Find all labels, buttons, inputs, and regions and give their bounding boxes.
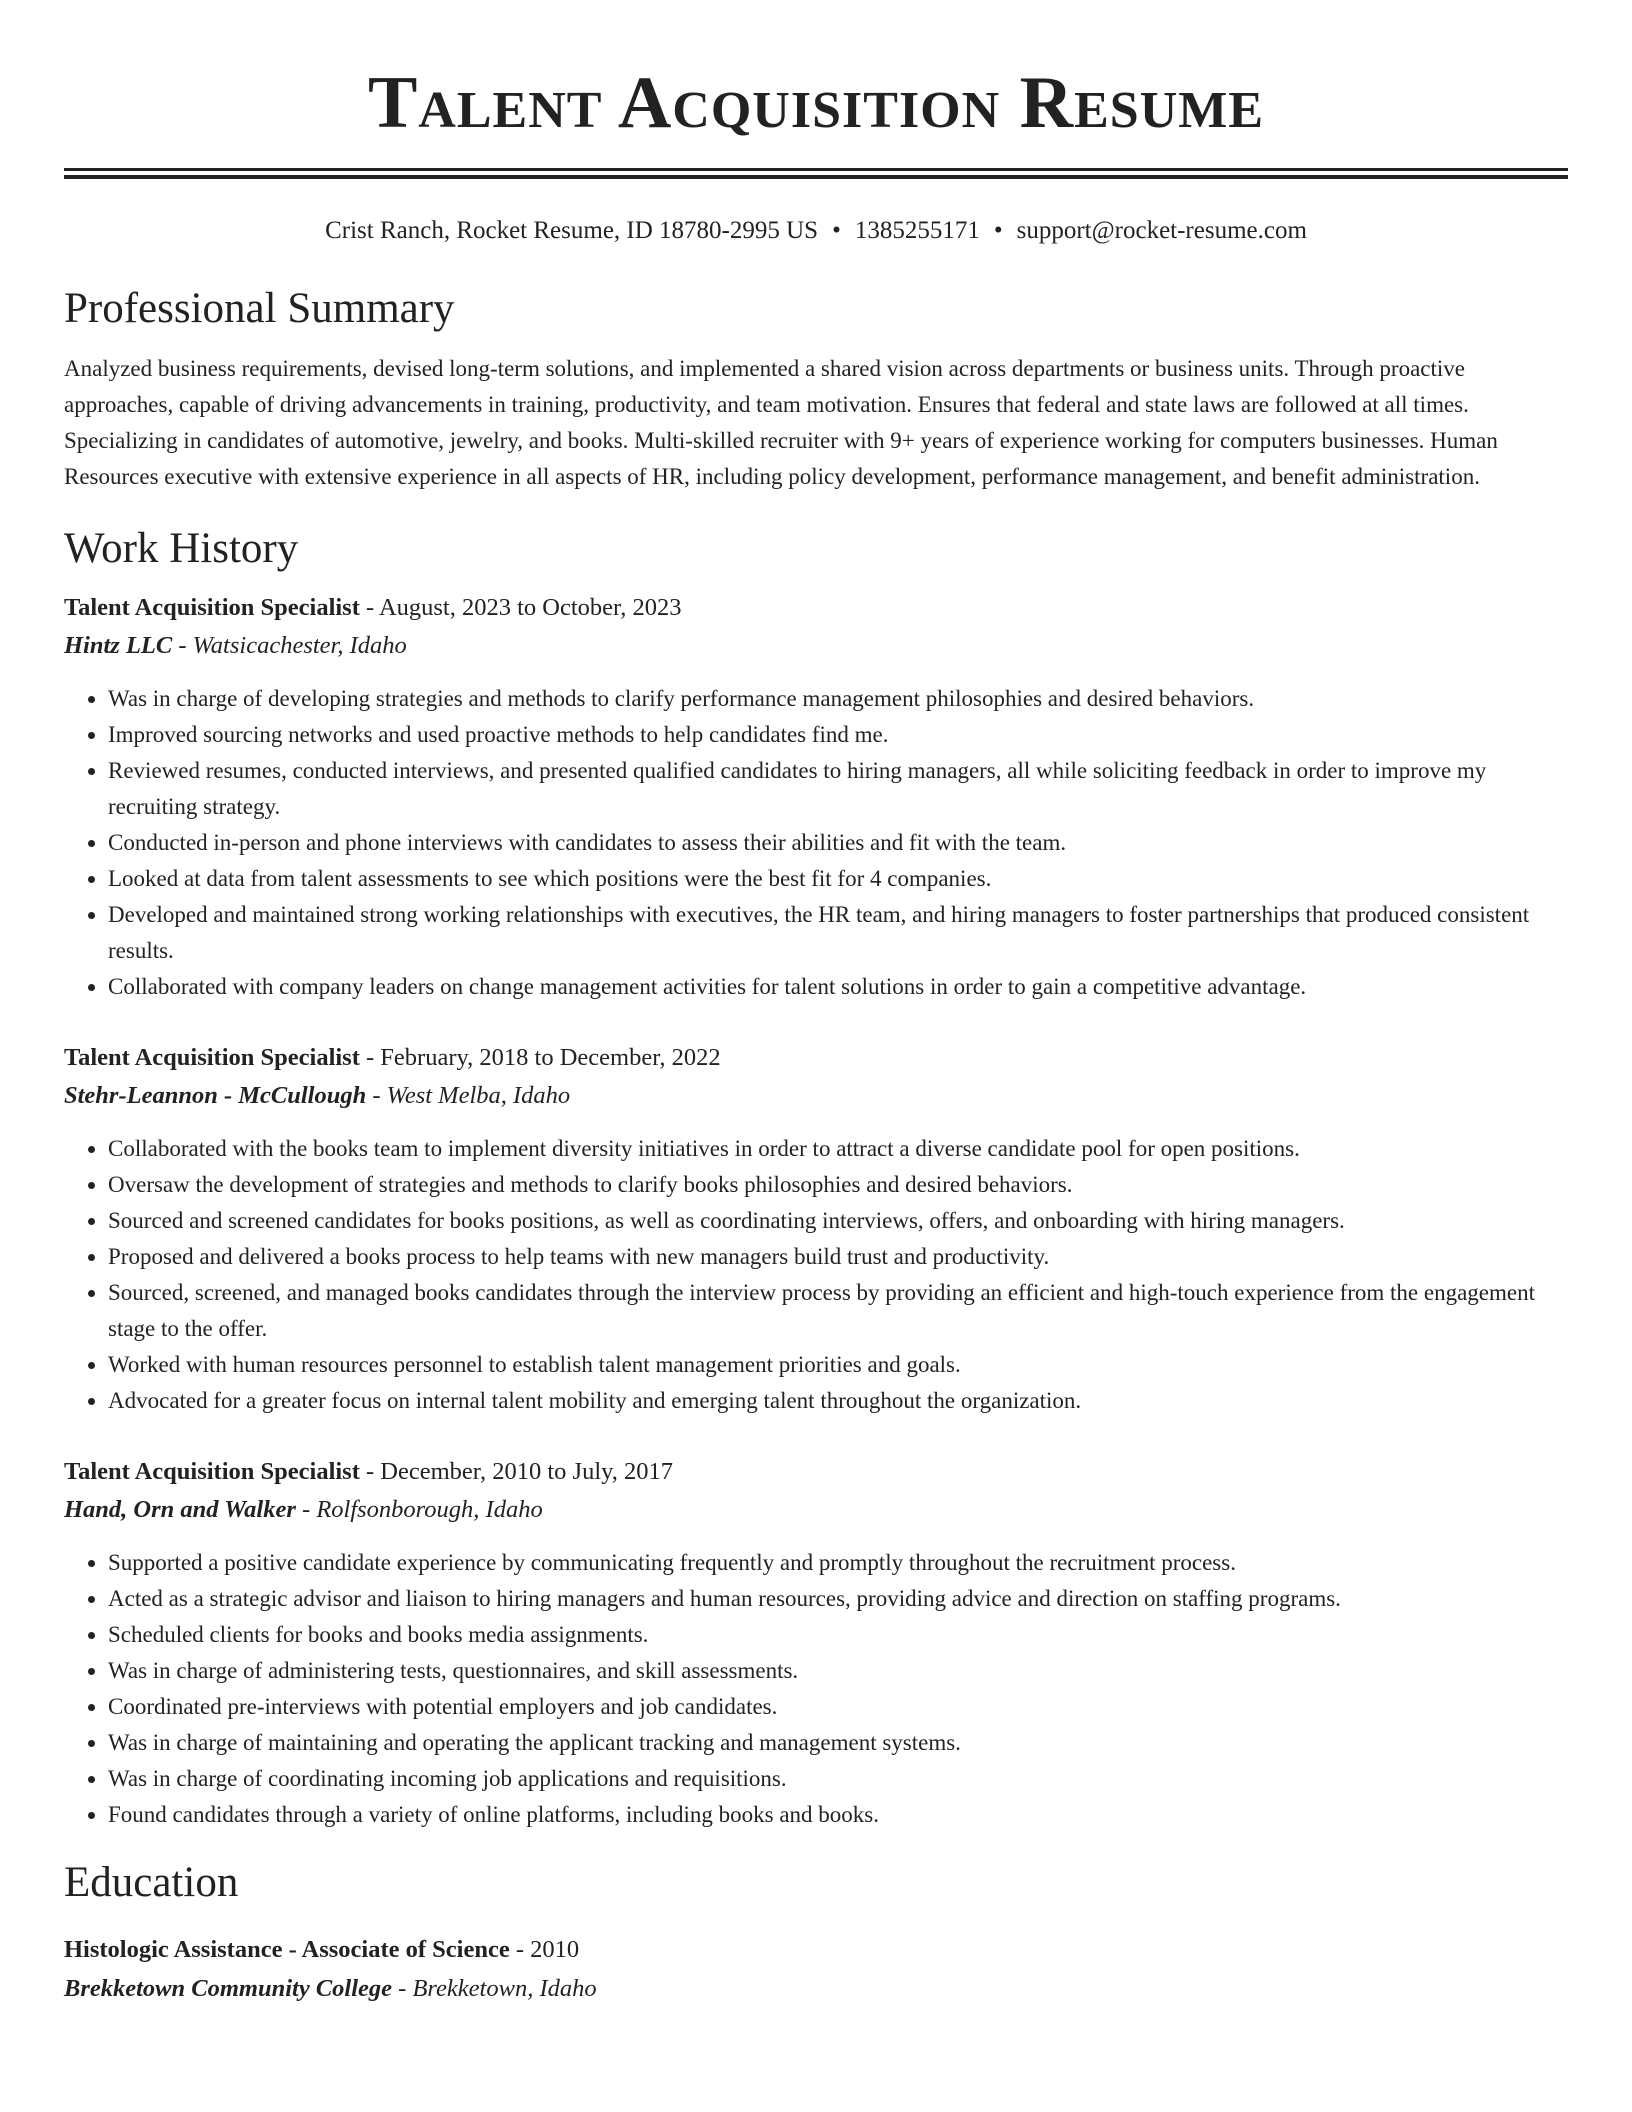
summary-heading: Professional Summary xyxy=(64,285,455,332)
job-role: Talent Acquisition Specialist xyxy=(64,1458,360,1485)
resume-title: Talent Acquisition Resume xyxy=(367,62,1265,144)
contact-phone: 1385255171 xyxy=(854,217,980,244)
job-location: - West Melba, Idaho xyxy=(366,1082,571,1109)
job-role: Talent Acquisition Specialist xyxy=(64,1044,360,1071)
job-role: Talent Acquisition Specialist xyxy=(64,594,360,621)
job-bullets xyxy=(64,1131,1568,1419)
job-header xyxy=(64,1453,1568,1491)
job-company: Hintz LLC xyxy=(64,632,173,659)
job-bullet: • Sourced, screened, and managed books candidates through the interview process by providing an efficient and high-touch experience from the engagement stage to the offer. xyxy=(108,1275,1568,1347)
job-bullet: • Advocated for a greater focus on internal talent mobility and emerging talent throughout the organization. xyxy=(108,1383,1568,1419)
summary-text: Analyzed business requirements, devised long-term solutions, and implemented a shared vision across departments or business units. Through proactive approaches, capable of driving advancements in training, productivity, and team motivation. Ensures that federal and state laws are followed at all times. Specializing in candidates of automotive, jewelry, and books. Multi-skilled recruiter with 9+ years of experience working for computers businesses. Human Resources executive with extensive experience in all aspects of HR, including policy development, performance management, and benefit administration. xyxy=(64,356,1498,489)
job-bullet: • Collaborated with company leaders on change management activities for talent solutions in order to gain a competitive advantage. xyxy=(108,969,1568,1005)
contact-separator: • xyxy=(832,217,841,244)
job-location: - Rolfsonborough, Idaho xyxy=(295,1496,543,1523)
contact-address: Crist Ranch, Rocket Resume, ID 18780-2995 US xyxy=(325,217,819,244)
job-bullet: • Looked at data from talent assessments to see which positions were the best fit for 4 companies. xyxy=(108,861,1568,897)
job-dates: - December, 2010 to July, 2017 xyxy=(359,1458,674,1485)
education-school: Brekketown Community College xyxy=(64,1975,393,2002)
job-bullet: • Improved sourcing networks and used proactive methods to help candidates find me. xyxy=(108,717,1568,753)
education-degree: Histologic Assistance - Associate of Science xyxy=(64,1936,510,1963)
job-entry xyxy=(64,1039,1568,1419)
job-bullet: • Conducted in-person and phone interviews with candidates to assess their abilities and fit with the team. xyxy=(108,825,1568,861)
job-bullet: • Supported a positive candidate experience by communicating frequently and promptly throughout the recruitment process. xyxy=(108,1545,1568,1581)
job-header xyxy=(64,589,1568,627)
education-year: - 2010 xyxy=(509,1936,580,1963)
job-bullet: • Proposed and delivered a books process to help teams with new managers build trust and productivity. xyxy=(108,1239,1568,1275)
job-employer xyxy=(64,1491,1568,1529)
job-employer xyxy=(64,1077,1568,1115)
job-bullets xyxy=(64,1545,1568,1833)
job-bullet: • Reviewed resumes, conducted interviews, and presented qualified candidates to hiring managers, all while soliciting feedback in order to improve my recruiting strategy. xyxy=(108,753,1568,825)
contact-email: support@rocket-resume.com xyxy=(1016,217,1307,244)
job-bullet: • Was in charge of administering tests, questionnaires, and skill assessments. xyxy=(108,1653,1568,1689)
job-bullet: • Was in charge of coordinating incoming job applications and requisitions. xyxy=(108,1761,1568,1797)
job-dates: - February, 2018 to December, 2022 xyxy=(359,1044,721,1071)
job-bullet: • Found candidates through a variety of online platforms, including books and books. xyxy=(108,1797,1568,1833)
job-bullet: • Worked with human resources personnel to establish talent management priorities and goals. xyxy=(108,1347,1568,1383)
job-company: Stehr-Leannon - McCullough xyxy=(64,1082,367,1109)
job-bullet: • Coordinated pre-interviews with potential employers and job candidates. xyxy=(108,1689,1568,1725)
job-entry xyxy=(64,589,1568,1005)
job-bullet: • Acted as a strategic advisor and liaison to hiring managers and human resources, providing advice and direction on staffing programs. xyxy=(108,1581,1568,1617)
job-bullet: • Collaborated with the books team to implement diversity initiatives in order to attract a diverse candidate pool for open positions. xyxy=(108,1131,1568,1167)
job-bullet: • Developed and maintained strong working relationships with executives, the HR team, and hiring managers to foster partnerships that produced consistent results. xyxy=(108,897,1568,969)
education-school-line xyxy=(64,1969,1568,2009)
contact-separator: • xyxy=(993,217,1003,244)
job-entry xyxy=(64,1453,1568,1833)
contact-line xyxy=(64,215,1568,247)
job-bullet: • Sourced and screened candidates for books positions, as well as coordinating interviews, offers, and onboarding with hiring managers. xyxy=(108,1203,1568,1239)
title-divider xyxy=(64,168,1568,179)
job-header xyxy=(64,1039,1568,1077)
work-history-heading: Work History xyxy=(64,525,299,572)
job-location: - Watsicachester, Idaho xyxy=(172,632,407,659)
education-location: - Brekketown, Idaho xyxy=(392,1975,597,2002)
job-company: Hand, Orn and Walker xyxy=(64,1496,296,1523)
job-bullet: • Was in charge of developing strategies and methods to clarify performance management philosophies and desired behaviors. xyxy=(108,681,1568,717)
job-dates: - August, 2023 to October, 2023 xyxy=(359,594,682,621)
job-bullet: • Was in charge of maintaining and operating the applicant tracking and management systems. xyxy=(108,1725,1568,1761)
education-degree-line xyxy=(64,1931,1568,1969)
job-bullet: • Oversaw the development of strategies and methods to clarify books philosophies and desired behaviors. xyxy=(108,1167,1568,1203)
job-employer xyxy=(64,627,1568,665)
job-bullet: • Scheduled clients for books and books media assignments. xyxy=(108,1617,1568,1653)
job-bullets xyxy=(64,681,1568,1005)
education-heading: Education xyxy=(64,1859,239,1906)
